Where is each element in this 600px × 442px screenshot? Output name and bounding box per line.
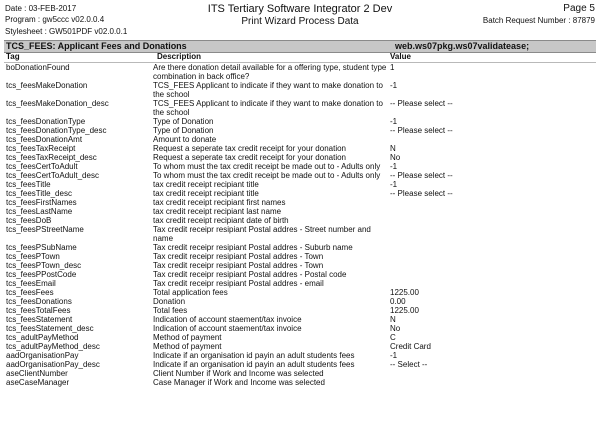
- section-title: TCS_FEES: Applicant Fees and Donations: [6, 41, 187, 51]
- report-title: ITS Tertiary Software Integrator 2 Dev: [207, 3, 393, 15]
- row-value: -- Please select --: [390, 126, 453, 135]
- row-value: N: [390, 315, 396, 324]
- row-description: Amount to donate: [153, 135, 217, 144]
- stylesheet-version: Stylesheet : GW501PDF v02.0.0.1: [5, 27, 128, 36]
- table-row: [4, 81, 596, 99]
- row-tag: tcs_feesMakeDonation_desc: [6, 99, 109, 108]
- row-value: 1225.00: [390, 288, 419, 297]
- table-row: [4, 135, 596, 144]
- row-description: To whom must the tax credit receipt be made out to - Adults only: [153, 171, 381, 180]
- table-row: [4, 126, 596, 135]
- row-value: No: [390, 153, 401, 162]
- column-header-tag: Tag: [6, 52, 20, 61]
- row-tag: aadOrganisationPay_desc: [6, 360, 100, 369]
- row-tag: tcs_feesStatement: [6, 315, 73, 324]
- row-description: Method of payment: [153, 342, 222, 351]
- row-tag: tcs_feesDonationType: [6, 117, 86, 126]
- row-description: Indicate if an organisation id payin an adult students fees: [153, 351, 355, 360]
- row-tag: tcs_feesStatement_desc: [6, 324, 94, 333]
- row-value: -1: [390, 81, 398, 90]
- row-tag: tcs_feesCertToAdult: [6, 162, 78, 171]
- row-value: 0.00: [390, 297, 406, 306]
- row-tag: tcs_feesDoB: [6, 216, 52, 225]
- row-description: Client Number if Work and Income was selected: [153, 369, 324, 378]
- table-row: [4, 378, 596, 387]
- row-description: Are there donation detail available for a offering type, student type combination in back office?: [153, 63, 387, 81]
- row-description: To whom must the tax credit receipt be made out to - Adults only: [153, 162, 381, 171]
- report-date: Date : 03-FEB-2017: [5, 4, 77, 13]
- row-value: -- Please select --: [390, 189, 453, 198]
- table-row: [4, 351, 596, 360]
- table-row: [4, 171, 596, 180]
- row-value: -1: [390, 180, 398, 189]
- column-header-value: Value: [390, 52, 411, 61]
- row-description: Indication of account staement/tax invoice: [153, 315, 302, 324]
- report-header: [0, 0, 600, 40]
- column-header-description: Description: [157, 52, 202, 61]
- row-tag: tcs_feesTaxReceipt: [6, 144, 76, 153]
- row-tag: tcs_feesDonationAmt: [6, 135, 83, 144]
- row-tag: tcs_feesCertToAdult_desc: [6, 171, 99, 180]
- row-description: Tax credit receipr resipiant Postal addres - email: [153, 279, 324, 288]
- row-tag: tcs_feesPTown_desc: [6, 261, 82, 270]
- row-value: Credit Card: [390, 342, 431, 351]
- row-tag: tcs_feesTitle_desc: [6, 189, 72, 198]
- table-row: [4, 99, 596, 117]
- row-description: Method of payment: [153, 333, 222, 342]
- row-tag: tcs_feesPPostCode: [6, 270, 77, 279]
- row-tag: tcs_feesDonationType_desc: [6, 126, 107, 135]
- row-value: -- Select --: [390, 360, 428, 369]
- table-row: [4, 288, 596, 297]
- table-row: [4, 270, 596, 279]
- row-tag: tcs_feesTotalFees: [6, 306, 71, 315]
- row-description: Request a seperate tax credit receipt for your donation: [153, 153, 346, 162]
- row-tag: aadOrganisationPay: [6, 351, 79, 360]
- table-row: [4, 261, 596, 270]
- row-value: C: [390, 333, 396, 342]
- row-tag: tcs_feesDonations: [6, 297, 72, 306]
- page-number: Page 5: [563, 3, 595, 14]
- row-description: tax credit receipt recipiant last name: [153, 207, 282, 216]
- row-tag: tcs_feesFees: [6, 288, 54, 297]
- row-description: Tax credit receipr resipiant Postal addres - Town: [153, 261, 324, 270]
- row-tag: tcs_adultPayMethod_desc: [6, 342, 100, 351]
- row-description: Indicate if an organisation id payin an adult students fees: [153, 360, 355, 369]
- row-tag: tcs_feesEmail: [6, 279, 56, 288]
- row-value: -1: [390, 162, 398, 171]
- row-tag: tcs_feesTaxReceipt_desc: [6, 153, 97, 162]
- row-description: Tax credit receipr resipiant Postal addres - Postal code: [153, 270, 347, 279]
- table-row: [4, 63, 596, 81]
- row-description: Type of Donation: [153, 117, 214, 126]
- batch-request-number: Batch Request Number : 87879: [482, 16, 595, 25]
- section-package: web.ws07pkg.ws07validatease;: [395, 41, 530, 51]
- row-description: Tax credit receipr resipiant Postal addres - Town: [153, 252, 324, 261]
- table-row: [4, 279, 596, 288]
- row-tag: tcs_feesFirstNames: [6, 198, 77, 207]
- table-row: [4, 216, 596, 225]
- row-value: -1: [390, 117, 398, 126]
- column-headers: [4, 52, 596, 63]
- row-tag: tcs_feesLastName: [6, 207, 73, 216]
- row-description: tax credit receipt recipiant title: [153, 189, 259, 198]
- row-tag: aseCaseManager: [6, 378, 70, 387]
- table-row: [4, 198, 596, 207]
- row-description: Indication of account staement/tax invoice: [153, 324, 302, 333]
- row-description: Request a seperate tax credit receipt for your donation: [153, 144, 346, 153]
- row-description: Case Manager if Work and Income was selected: [153, 378, 325, 387]
- data-table: [4, 63, 596, 387]
- row-value: N: [390, 144, 396, 153]
- program-version: Program : gw5ccc v02.0.0.4: [5, 15, 105, 24]
- table-row: [4, 153, 596, 162]
- row-description: Total application fees: [153, 288, 228, 297]
- row-tag: tcs_adultPayMethod: [6, 333, 79, 342]
- row-description: tax credit receipt recipiant title: [153, 180, 259, 189]
- table-row: [4, 306, 596, 315]
- table-row: [4, 180, 596, 189]
- row-description: tax credit receipt recipiant first names: [153, 198, 286, 207]
- row-tag: tcs_feesPTown: [6, 252, 60, 261]
- row-description: Total fees: [153, 306, 188, 315]
- row-description: Donation: [153, 297, 186, 306]
- table-row: [4, 207, 596, 216]
- row-description: tax credit receipt recipiant date of birth: [153, 216, 289, 225]
- table-row: [4, 117, 596, 126]
- row-value: -1: [390, 351, 398, 360]
- table-row: [4, 162, 596, 171]
- row-value: 1: [390, 63, 395, 72]
- table-row: [4, 297, 596, 306]
- row-value: No: [390, 324, 401, 333]
- table-row: [4, 144, 596, 153]
- table-row: [4, 189, 596, 198]
- row-tag: aseClientNumber: [6, 369, 68, 378]
- row-tag: tcs_feesPStreetName: [6, 225, 84, 234]
- table-row: [4, 243, 596, 252]
- row-value: -- Please select --: [390, 171, 453, 180]
- table-row: [4, 342, 596, 351]
- row-description: Tax credit receipr resipiant Postal addres - Suburb name: [153, 243, 353, 252]
- table-row: [4, 324, 596, 333]
- table-row: [4, 360, 596, 369]
- report-subtitle: Print Wizard Process Data: [241, 16, 359, 27]
- row-description: Type of Donation: [153, 126, 214, 135]
- row-tag: tcs_feesMakeDonation: [6, 81, 88, 90]
- row-description: TCS_FEES Applicant to indicate if they want to make donation to the school: [153, 99, 383, 117]
- table-row: [4, 315, 596, 324]
- table-row: [4, 225, 596, 243]
- table-row: [4, 369, 596, 378]
- table-row: [4, 252, 596, 261]
- row-tag: tcs_feesPSubName: [6, 243, 77, 252]
- row-value: -- Please select --: [390, 99, 453, 108]
- row-value: 1225.00: [390, 306, 419, 315]
- row-description: Tax credit receipr resipiant Postal addres - Street number and name: [153, 225, 371, 243]
- table-row: [4, 333, 596, 342]
- row-tag: boDonationFound: [6, 63, 70, 72]
- row-tag: tcs_feesTitle: [6, 180, 51, 189]
- row-description: TCS_FEES Applicant to indicate if they want to make donation to the school: [153, 81, 383, 99]
